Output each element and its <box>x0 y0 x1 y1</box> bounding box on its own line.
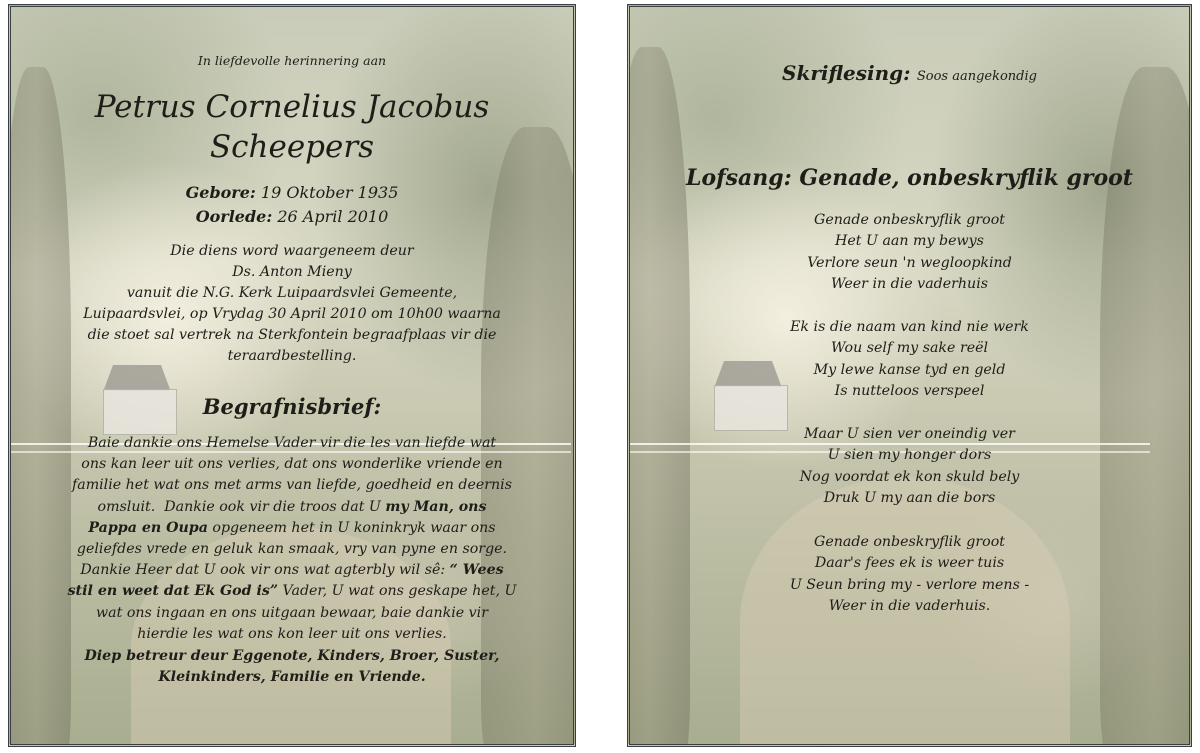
died-label: Oorlede: <box>195 207 273 226</box>
letter-emphasis: stil en weet dat Ek God is” <box>67 583 279 600</box>
hymn-verse-2 <box>630 317 1189 402</box>
verse-line: U sien my honger dors <box>827 447 992 464</box>
service-line: die stoet sal vertrek na Sterkfontein begraafplaas vir die <box>87 327 497 343</box>
signature-line: Diep betreur deur Eggenote, Kinders, Broer, Suster, <box>84 648 500 664</box>
service-line: teraardbestelling. <box>227 348 357 364</box>
signature-line: Kleinkinders, Familie en Vriende. <box>158 669 426 685</box>
verse-line: My lewe kanse tyd en geld <box>813 361 1006 378</box>
memorial-card-left <box>8 4 576 747</box>
reading-label: Skriflesing: <box>782 61 911 85</box>
name-line-1: Petrus Cornelius Jacobus <box>94 89 490 125</box>
letter-emphasis: Pappa en Oupa <box>88 519 208 536</box>
verse-line: U Seun bring my - verlore mens - <box>789 576 1030 593</box>
verse-line: Genade onbeskryflik groot <box>814 534 1005 550</box>
letter-line <box>61 560 523 581</box>
born-date: 19 Oktober 1935 <box>260 183 399 202</box>
letter-line: familie het wat ons met arms van liefde, goedheid en deernis <box>71 477 512 494</box>
verse-line: Genade onbeskryflik groot <box>814 212 1005 228</box>
service-line: Luipaardsvlei, op Vrydag 30 April 2010 om 10h00 waarna <box>83 306 501 322</box>
name-line-2: Scheepers <box>209 129 375 165</box>
verse-line: Het U aan my bewys <box>835 233 984 250</box>
verse-line: Nog voordat ek kon skuld bely <box>799 468 1020 485</box>
cottage-roof <box>97 365 177 391</box>
mourners-signature <box>51 646 533 688</box>
born-row <box>11 181 573 205</box>
letter-line <box>61 581 523 602</box>
service-details <box>51 241 533 367</box>
reading-value: Soos aangekondig <box>916 69 1037 84</box>
born-label: Gebore: <box>185 183 256 202</box>
letter-line <box>61 518 523 539</box>
funeral-letter <box>61 433 523 645</box>
died-date: 26 April 2010 <box>277 207 389 226</box>
verse-line: Druk U my aan die bors <box>823 489 996 506</box>
letter-line: hierdie les wat ons kon leer uit ons verlies. <box>137 625 447 642</box>
hymn-title: Lofsang: Genade, onbeskryflik groot <box>686 165 1133 191</box>
verse-line: Wou self my sake reël <box>830 340 989 357</box>
died-row <box>11 205 573 229</box>
letter-line: wat ons ingaan en ons uitgaan bewaar, baie dankie vir <box>96 604 488 621</box>
hymn-verse-3 <box>630 424 1189 509</box>
letter-text: Dankie Heer dat U ook vir ons wat agterbly wil sê: <box>80 562 450 579</box>
service-line: Die diens word waargeneem deur <box>170 243 414 259</box>
letter-text: Vader, U wat ons geskape het, U <box>278 583 517 600</box>
verse-line: Weer in die vaderhuis. <box>828 597 991 614</box>
letter-line: ons kan leer uit ons verlies, dat ons wonderlike vriende en <box>81 456 503 473</box>
letter-line: Baie dankie ons Hemelse Vader vir die les van liefde wat <box>87 435 497 451</box>
verse-line: Is nutteloos verspeel <box>834 382 985 399</box>
service-line: vanuit die N.G. Kerk Luipaardsvlei Gemeente, <box>126 285 458 301</box>
letter-line: geliefdes vrede en geluk kan smaak, vry van pyne en sorge. <box>76 541 508 558</box>
hymn-verse-4 <box>630 532 1189 617</box>
intro-text: In liefdevolle herinnering aan <box>197 53 387 68</box>
scripture-reading <box>630 61 1189 85</box>
verse-line: Ek is die naam van kind nie werk <box>790 319 1029 335</box>
memorial-card-right <box>627 4 1192 747</box>
deceased-name <box>11 87 573 167</box>
letter-title: Begrafnisbrief: <box>202 394 382 419</box>
verse-line: Weer in die vaderhuis <box>830 275 989 292</box>
letter-emphasis: “ Wees <box>449 562 504 579</box>
verse-line: Daar's fees ek is weer tuis <box>814 555 1005 572</box>
dates-block <box>11 181 573 229</box>
hymn-verse-1 <box>630 210 1189 295</box>
verse-line: Verlore seun 'n wegloopkind <box>807 254 1012 271</box>
letter-text: omsluit. Dankie ook vir die troos dat U <box>97 498 386 515</box>
letter-text: opgeneem het in U koninkryk waar ons <box>207 519 496 536</box>
letter-line <box>61 497 523 518</box>
verse-line: Maar U sien ver oneindig ver <box>804 426 1015 442</box>
service-line: Ds. Anton Mieny <box>232 264 352 280</box>
letter-emphasis: my Man, ons <box>385 498 487 515</box>
